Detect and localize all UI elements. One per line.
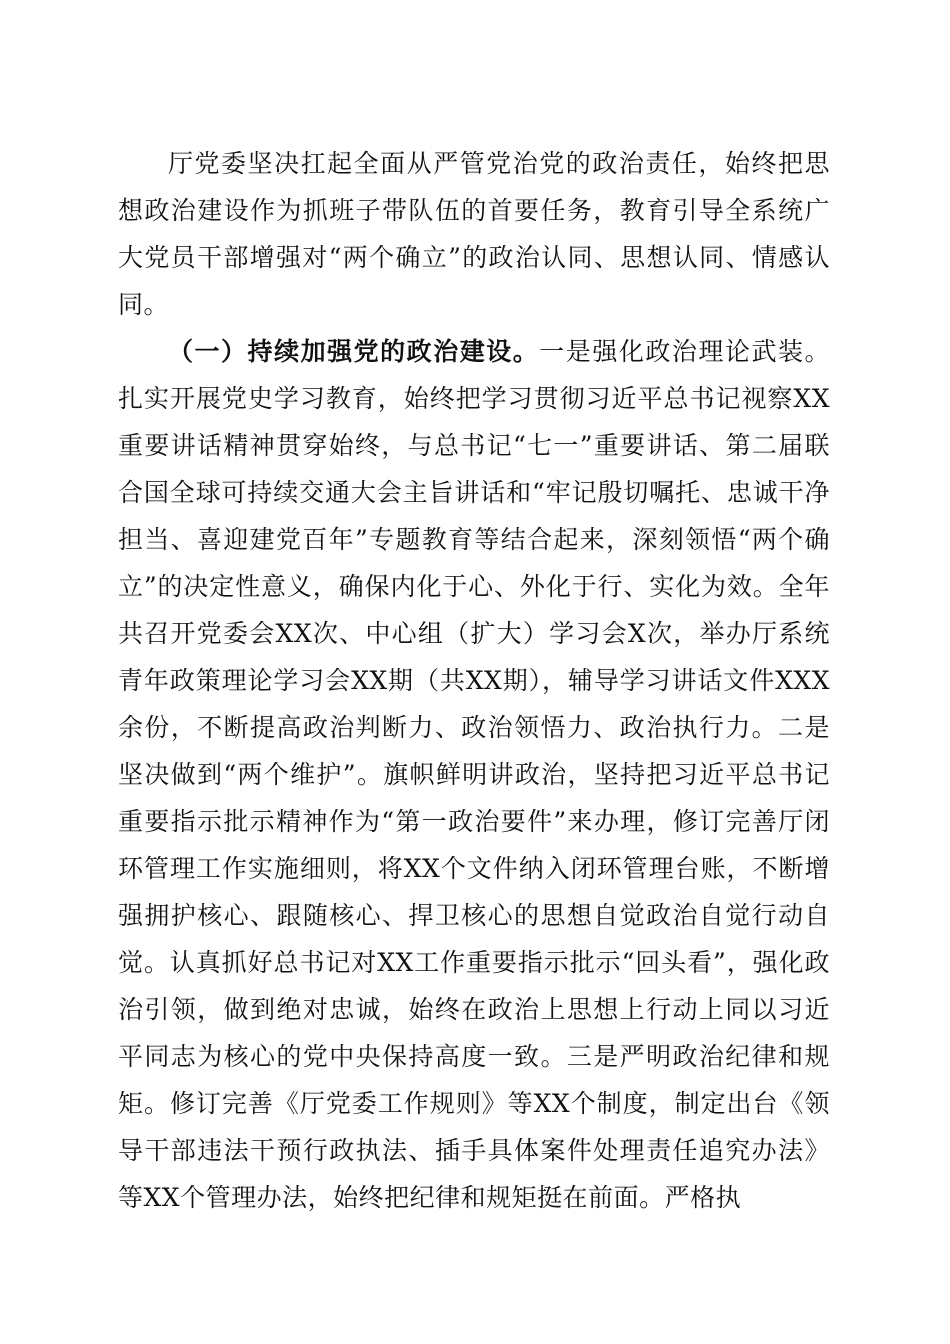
section-one-paragraph — [118, 328, 830, 1221]
section-one-body: 一是强化政治理论武装。扎实开展党史学习教育，始终把学习贯彻习近平总书记视察XX重要讲话精神贯穿始终，与总书记“七一”重要讲话、第二届联合国全球可持续交通大会主旨讲话和“牢记殷切嘱托、忠诚干净担当、喜迎建党百年”专题教育等结合起来，深刻领悟“两个确立”的决定性意义，确保内化于心、外化于行、实化为效。全年共召开党委会XX次、中心组（扩大）学习会X次，举办厅系统青年政策理论学习会XX期（共XX期），辅导学习讲话文件XXX余份，不断提高政治判断力、政治领悟力、政治执行力。二是坚决做到“两个维护”。旗帜鲜明讲政治，坚持把习近平总书记重要指示批示精神作为“第一政治要件”来办理，修订完善厅闭环管理工作实施细则，将XX个文件纳入闭环管理台账，不断增强拥护核心、跟随核心、捍卫核心的思想自觉政治自觉行动自觉。认真抓好总书记对XX工作重要指示批示“回头看”，强化政治引领，做到绝对忠诚，始终在政治上思想上行动上同以习近平同志为核心的党中央保持高度一致。三是严明政治纪律和规矩。修订完善《厅党委工作规则》等XX个制度，制定出台《领导干部违法干预行政执法、插手具体案件处理责任追究办法》等XX个管理办法，始终把纪律和规矩挺在前面。严格执 — [118, 337, 830, 1212]
section-one-heading: （一）持续加强党的政治建设。 — [168, 337, 540, 366]
intro-paragraph: 厅党委坚决扛起全面从严管党治党的政治责任，始终把思想政治建设作为抓班子带队伍的首要任务，教育引导全系统广大党员干部增强对“两个确立”的政治认同、思想认同、情感认同。 — [118, 149, 830, 319]
document-body — [118, 140, 830, 1221]
